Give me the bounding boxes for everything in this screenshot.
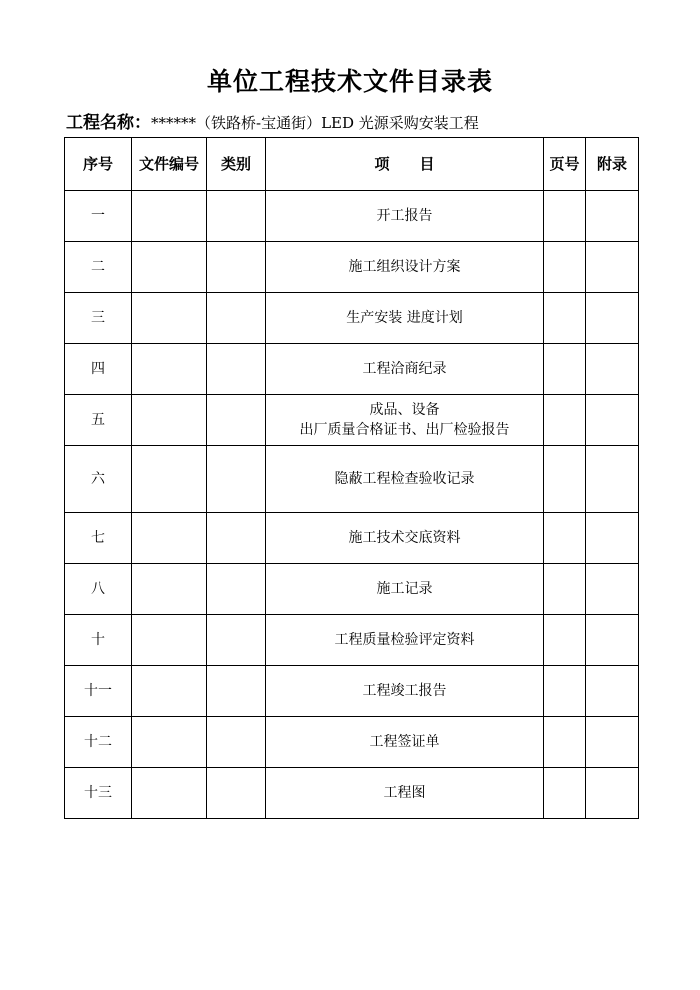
table-row: [65, 768, 639, 819]
cell-page: [544, 768, 586, 819]
cell-item: 工程质量检验评定资料: [266, 615, 544, 666]
cell-file-no: [132, 446, 207, 513]
cell-item: 工程竣工报告: [266, 666, 544, 717]
header-item: 项 目: [266, 138, 544, 191]
cell-item: 工程洽商纪录: [266, 344, 544, 395]
cell-seq: 八: [65, 564, 132, 615]
cell-category: [207, 717, 266, 768]
cell-appendix: [586, 293, 639, 344]
cell-seq: 十二: [65, 717, 132, 768]
cell-file-no: [132, 395, 207, 446]
cell-appendix: [586, 395, 639, 446]
cell-appendix: [586, 242, 639, 293]
cell-category: [207, 768, 266, 819]
cell-category: [207, 344, 266, 395]
document-title: 单位工程技术文件目录表: [206, 67, 493, 96]
table-row: [65, 446, 639, 513]
cell-seq: 十一: [65, 666, 132, 717]
cell-item: 隐蔽工程检查验收记录: [266, 446, 544, 513]
cell-item: 开工报告: [266, 191, 544, 242]
cell-item: 施工记录: [266, 564, 544, 615]
table-row: [65, 293, 639, 344]
cell-file-no: [132, 666, 207, 717]
cell-page: [544, 293, 586, 344]
cell-page: [544, 344, 586, 395]
project-label: 工程名称：: [66, 113, 151, 133]
cell-appendix: [586, 666, 639, 717]
cell-file-no: [132, 344, 207, 395]
directory-table: [64, 137, 639, 819]
cell-seq: 五: [65, 395, 132, 446]
cell-file-no: [132, 768, 207, 819]
cell-category: [207, 564, 266, 615]
table-row: [65, 615, 639, 666]
cell-category: [207, 293, 266, 344]
cell-category: [207, 395, 266, 446]
cell-item-line2: 出厂质量合格证书、出厂检验报告: [299, 422, 510, 438]
cell-category: [207, 191, 266, 242]
table-row: [65, 666, 639, 717]
cell-seq: 四: [65, 344, 132, 395]
cell-file-no: [132, 191, 207, 242]
cell-appendix: [586, 768, 639, 819]
cell-page: [544, 242, 586, 293]
cell-item: 施工技术交底资料: [266, 513, 544, 564]
cell-appendix: [586, 615, 639, 666]
cell-page: [544, 717, 586, 768]
table-row: [65, 564, 639, 615]
cell-item: 工程图: [266, 768, 544, 819]
table-row: [65, 191, 639, 242]
cell-item: 工程签证单: [266, 717, 544, 768]
table-row: [65, 395, 639, 446]
table-header-row: [65, 138, 639, 191]
cell-file-no: [132, 513, 207, 564]
cell-file-no: [132, 717, 207, 768]
cell-page: [544, 564, 586, 615]
cell-page: [544, 513, 586, 564]
cell-appendix: [586, 191, 639, 242]
cell-category: [207, 446, 266, 513]
project-name: ******（铁路桥-宝通街）LED 光源采购安装工程: [151, 114, 479, 132]
cell-seq: 六: [65, 446, 132, 513]
cell-page: [544, 615, 586, 666]
cell-seq: 三: [65, 293, 132, 344]
cell-appendix: [586, 513, 639, 564]
cell-seq: 十: [65, 615, 132, 666]
cell-item: 生产安装 进度计划: [266, 293, 544, 344]
cell-appendix: [586, 717, 639, 768]
table-row: [65, 717, 639, 768]
cell-category: [207, 666, 266, 717]
cell-seq: 一: [65, 191, 132, 242]
table-row: [65, 513, 639, 564]
cell-page: [544, 395, 586, 446]
cell-appendix: [586, 344, 639, 395]
cell-page: [544, 666, 586, 717]
project-name-line: [66, 108, 479, 133]
cell-file-no: [132, 615, 207, 666]
table-row: [65, 242, 639, 293]
table-row: [65, 344, 639, 395]
header-page: 页号: [544, 138, 586, 191]
cell-seq: 七: [65, 513, 132, 564]
header-file-no: 文件编号: [132, 138, 207, 191]
cell-item: [266, 395, 544, 446]
cell-item: 施工组织设计方案: [266, 242, 544, 293]
cell-file-no: [132, 242, 207, 293]
header-seq: 序号: [65, 138, 132, 191]
cell-appendix: [586, 564, 639, 615]
cell-seq: 十三: [65, 768, 132, 819]
cell-page: [544, 446, 586, 513]
header-category: 类别: [207, 138, 266, 191]
header-appendix: 附录: [586, 138, 639, 191]
cell-item-line1: 成品、设备: [369, 402, 440, 418]
cell-category: [207, 513, 266, 564]
cell-seq: 二: [65, 242, 132, 293]
cell-appendix: [586, 446, 639, 513]
cell-page: [544, 191, 586, 242]
cell-file-no: [132, 293, 207, 344]
cell-category: [207, 242, 266, 293]
cell-file-no: [132, 564, 207, 615]
cell-category: [207, 615, 266, 666]
